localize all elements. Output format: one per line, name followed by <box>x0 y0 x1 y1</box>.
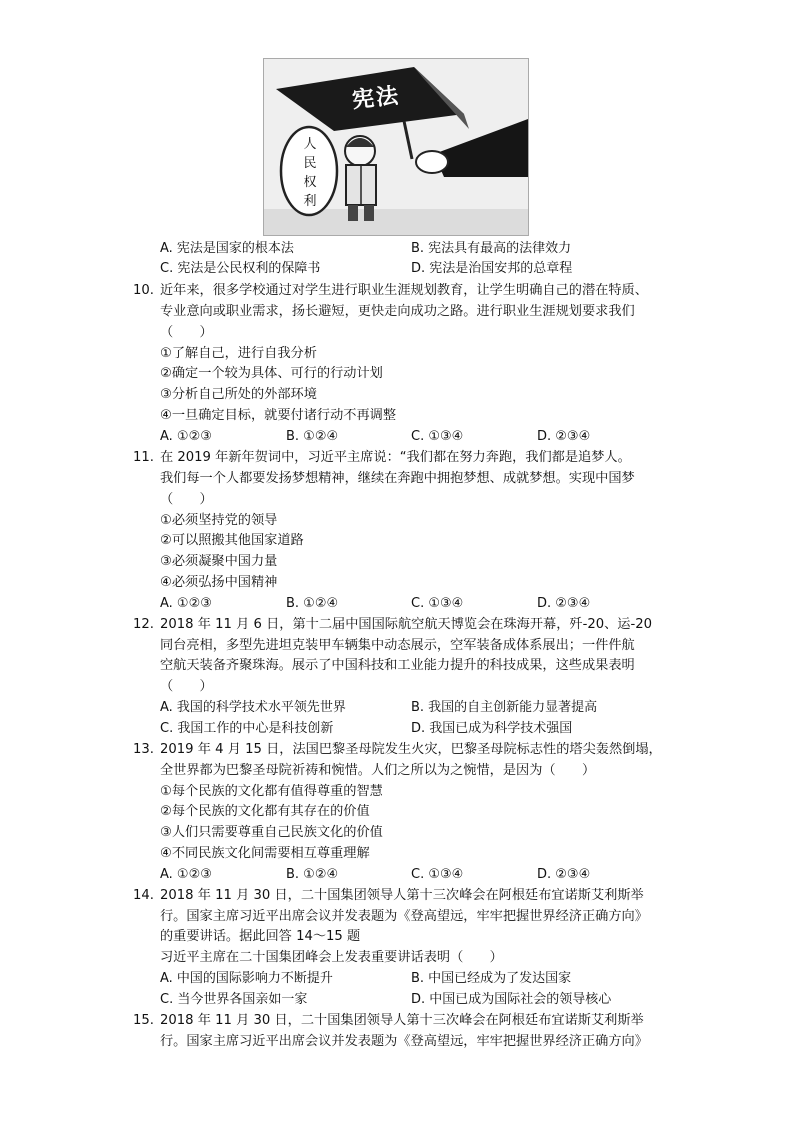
option-b: B. ①②④ <box>286 596 339 611</box>
bubble-char: 权 <box>303 175 317 190</box>
constitution-cartoon <box>263 58 529 236</box>
option-d: D. 宪法是治国安邦的总章程 <box>411 261 573 276</box>
question-text: 专业意向或职业需求，扬长避短，更快走向成功之路。进行职业生涯规划要求我们 <box>160 304 635 319</box>
option-d: D. 中国已成为国际社会的领导核心 <box>411 992 612 1007</box>
statement-item: ①了解自己，进行自我分析 <box>160 346 317 361</box>
question-text: 2018 年 11 月 30 日，二十国集团领导人第十三次峰会在阿根廷布宜诺斯艾利斯举 <box>160 1013 644 1028</box>
option-a: A. ①②③ <box>160 429 212 444</box>
answer-blank: （ ） <box>160 679 213 694</box>
option-a: A. ①②③ <box>160 867 212 882</box>
option-a: A. ①②③ <box>160 596 212 611</box>
statement-item: ④必须弘扬中国精神 <box>160 575 278 590</box>
question-text: 2018 年 11 月 6 日，第十二届中国国际航空航天博览会在珠海开幕，歼-20、运-20 <box>160 617 653 632</box>
statement-item: ③分析自己所处的外部环境 <box>160 387 317 402</box>
statement-item: ②每个民族的文化都有其存在的价值 <box>160 804 370 819</box>
option-c: C. ①③④ <box>411 596 464 611</box>
bubble-char: 人 <box>303 137 317 152</box>
option-a: A. 中国的国际影响力不断提升 <box>160 971 333 986</box>
question-text: 近年来，很多学校通过对学生进行职业生涯规划教育，让学生明确自己的潜在特质、 <box>160 283 648 298</box>
umbrella-label: 宪法 <box>351 83 402 114</box>
question-text: 习近平主席在二十国集团峰会上发表重要讲话表明（ ） <box>160 950 503 965</box>
question-text: 2018 年 11 月 30 日，二十国集团领导人第十三次峰会在阿根廷布宜诺斯艾利斯举 <box>160 888 644 903</box>
statement-item: ①每个民族的文化都有值得尊重的智慧 <box>160 784 383 799</box>
question-text: 全世界都为巴黎圣母院祈祷和惋惜。人们之所以为之惋惜，是因为（ ） <box>160 763 596 778</box>
statement-item: ③必须凝聚中国力量 <box>160 554 278 569</box>
option-b: B. 宪法具有最高的法律效力 <box>411 241 572 256</box>
statement-item: ②确定一个较为具体、可行的行动计划 <box>160 366 383 381</box>
option-d: D. ②③④ <box>537 867 591 882</box>
bubble-char: 民 <box>303 156 317 171</box>
question-number: 15. <box>133 1013 154 1028</box>
question-text: 行。国家主席习近平出席会议并发表题为《登高望远，牢牢把握世界经济正确方向》 <box>160 909 648 924</box>
option-c: C. 我国工作的中心是科技创新 <box>160 721 334 736</box>
question-number: 13. <box>133 742 154 757</box>
bubble-char: 利 <box>303 194 317 209</box>
option-a: A. 宪法是国家的根本法 <box>160 241 294 256</box>
question-text: 在 2019 年新年贺词中，习近平主席说：“我们都在努力奔跑，我们都是追梦人。 <box>160 450 631 465</box>
statement-item: ①必须坚持党的领导 <box>160 513 278 528</box>
option-c: C. 当今世界各国亲如一家 <box>160 992 308 1007</box>
option-b: B. 我国的自主创新能力显著提高 <box>411 700 598 715</box>
option-b: B. ①②④ <box>286 867 339 882</box>
statement-item: ②可以照搬其他国家道路 <box>160 533 304 548</box>
question-text: 行。国家主席习近平出席会议并发表题为《登高望远，牢牢把握世界经济正确方向》 <box>160 1034 648 1049</box>
option-d: D. ②③④ <box>537 596 591 611</box>
option-c: C. ①③④ <box>411 867 464 882</box>
option-c: C. ①③④ <box>411 429 464 444</box>
option-b: B. 中国已经成为了发达国家 <box>411 971 572 986</box>
question-text: 的重要讲话。据此回答 14～15 题 <box>160 929 361 944</box>
statement-item: ④一旦确定目标，就要付诸行动不再调整 <box>160 408 397 423</box>
question-number: 12. <box>133 617 154 632</box>
option-b: B. ①②④ <box>286 429 339 444</box>
statement-item: ③人们只需要尊重自己民族文化的价值 <box>160 825 383 840</box>
answer-blank: （ ） <box>160 492 213 507</box>
statement-item: ④不同民族文化间需要相互尊重理解 <box>160 846 370 861</box>
question-text: 空航天装备齐聚珠海。展示了中国科技和工业能力提升的科技成果，这些成果表明 <box>160 658 635 673</box>
option-d: D. 我国已成为科学技术强国 <box>411 721 573 736</box>
option-c: C. 宪法是公民权利的保障书 <box>160 261 321 276</box>
question-number: 14. <box>133 888 154 903</box>
option-a: A. 我国的科学技术水平领先世界 <box>160 700 346 715</box>
question-text: 我们每一个人都要发扬梦想精神，继续在奔跑中拥抱梦想、成就梦想。实现中国梦 <box>160 471 635 486</box>
question-text: 同台亮相，多型先进坦克装甲车辆集中动态展示，空军装备成体系展出；一件件航 <box>160 638 635 653</box>
answer-blank: （ ） <box>160 325 213 340</box>
question-number: 11. <box>133 450 154 465</box>
question-text: 2019 年 4 月 15 日，法国巴黎圣母院发生火灾，巴黎圣母院标志性的塔尖轰然倒塌， <box>160 742 662 757</box>
option-d: D. ②③④ <box>537 429 591 444</box>
question-number: 10. <box>133 283 154 298</box>
